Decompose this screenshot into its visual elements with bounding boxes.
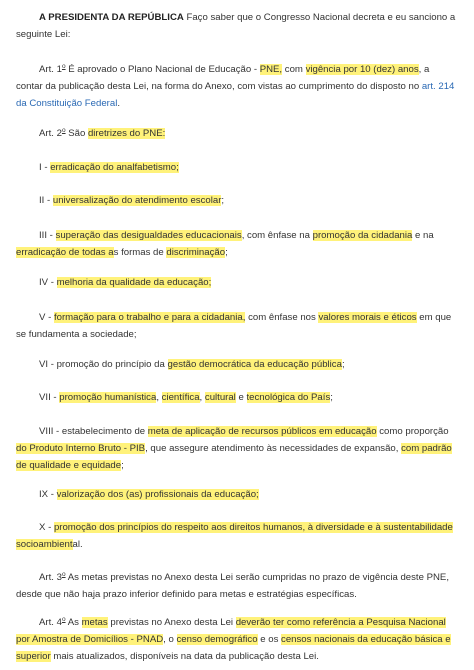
highlight: de qualidade e equidade bbox=[16, 460, 122, 471]
item-vii: VII - promoção humanística, científica, cultural e tecnológica do País; bbox=[39, 392, 333, 403]
article-4: Art. 4$^o$ As metas previstas no Anexo desta Lei deverão ter como referência a Pesquisa Nacional por Amostra de Domicílios - PNAD, o censo demográfico e os censos nacionais da educação básica e superior mais atualizados, disponíveis na data da publicação desta Lei. bbox=[16, 615, 451, 662]
highlight: promoção da cidadania bbox=[312, 230, 413, 241]
highlight: por Amostra de Domicílios - PNAD bbox=[16, 634, 164, 645]
highlight: promoção dos princípios do respeito aos direitos humanos, à diversidade e à sustentabilidade bbox=[53, 522, 453, 533]
highlight: vigência por 10 (dez) anos bbox=[305, 64, 419, 75]
highlight: meta de aplicação de recursos públicos em educação bbox=[147, 426, 377, 437]
item-iii: III - superação das desigualdades educacionais, com ênfase na promoção da cidadania e na erradicação de todas as formas de discriminação; bbox=[16, 230, 434, 258]
preamble: A PRESIDENTA DA REPÚBLICA Faço saber que o Congresso Nacional decreta e eu sanciono a seguinte Lei: bbox=[16, 12, 456, 40]
highlight: universalização do atendimento escolar bbox=[52, 195, 222, 206]
highlight: cultural bbox=[204, 392, 236, 403]
item-x: X - promoção dos princípios do respeito aos direitos humanos, à diversidade e à sustentabilidade socioambiental. bbox=[16, 522, 453, 550]
highlight: do Produto Interno Bruto - PIB bbox=[16, 443, 146, 454]
highlight: superior bbox=[16, 651, 51, 662]
highlight: superação das desigualdades educacionais bbox=[55, 230, 242, 241]
item-ii: II - universalização do atendimento escolar; bbox=[39, 195, 225, 206]
item-i: I - erradicação do analfabetismo; bbox=[39, 162, 179, 173]
link-constituicao-federal[interactable]: da Constituição Federal bbox=[16, 98, 118, 109]
highlight: científica bbox=[161, 392, 200, 403]
article-1: Art. 1$^o$ É aprovado o Plano Nacional de Educação - PNE, com vigência por 10 (dez) anos, a contar da publicação desta Lei, na forma do Anexo, com vistas ao cumprimento do disposto no art. 214 da Constituição Federal. bbox=[16, 62, 455, 109]
item-v: V - formação para o trabalho e para a cidadania, com ênfase nos valores morais e éticos em que se fundamenta a sociedade; bbox=[16, 312, 452, 340]
highlight: diretrizes do PNE: bbox=[87, 128, 166, 139]
article-2: Art. 2$^o$ São diretrizes do PNE: bbox=[39, 126, 166, 139]
highlight: deverão ter como referência a Pesquisa Nacional bbox=[235, 617, 446, 628]
item-ix: IX - valorização dos (as) profissionais da educação; bbox=[39, 489, 259, 500]
highlight: promoção humanística bbox=[59, 392, 157, 403]
highlight: erradicação do analfabetismo; bbox=[50, 162, 179, 173]
highlight: socioambient bbox=[16, 539, 73, 550]
highlight: gestão democrática da educação pública bbox=[167, 359, 342, 370]
item-viii: VIII - estabelecimento de meta de aplicação de recursos públicos em educação como proporção do Produto Interno Bruto - PIB, que assegure atendimento às necessidades de expansão, com padrão de qualidade e equidade; bbox=[16, 426, 452, 471]
highlight: melhoria da qualidade da educação; bbox=[56, 277, 212, 288]
highlight: discriminação bbox=[166, 247, 226, 258]
highlight: censo demográfico bbox=[176, 634, 258, 645]
article-3: Art. 3$^o$ As metas previstas no Anexo desta Lei serão cumpridas no prazo de vigência deste PNE, desde que não haja prazo inferior definido para metas e estratégias específicas. bbox=[16, 570, 449, 600]
highlight: valorização dos (as) profissionais da educação; bbox=[56, 489, 259, 500]
link-art-214[interactable]: art. 214 bbox=[421, 81, 455, 92]
highlight: metas bbox=[81, 617, 108, 628]
highlight: formação para o trabalho e para a cidadania, bbox=[53, 312, 246, 323]
highlight: erradicação de todas a bbox=[16, 247, 114, 258]
highlight: PNE, bbox=[259, 64, 283, 75]
highlight: valores morais e éticos bbox=[318, 312, 417, 323]
highlight: tecnológica do País bbox=[246, 392, 331, 403]
highlight: censos nacionais da educação básica e bbox=[281, 634, 451, 645]
highlight: com padrão bbox=[401, 443, 452, 454]
president-title: A PRESIDENTA DA REPÚBLICA bbox=[39, 12, 184, 23]
item-iv: IV - melhoria da qualidade da educação; bbox=[39, 277, 212, 288]
item-vi: VI - promoção do princípio da gestão democrática da educação pública; bbox=[39, 359, 345, 370]
